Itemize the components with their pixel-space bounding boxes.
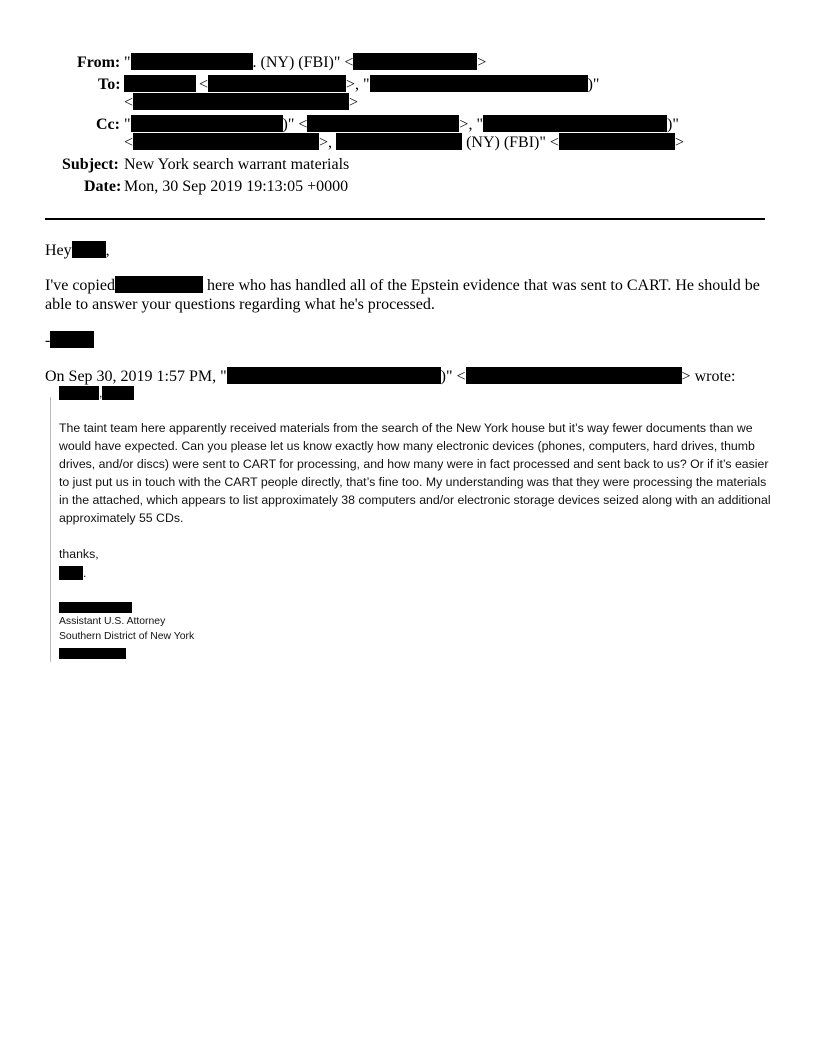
redaction-bar (208, 75, 346, 92)
redaction-bar (370, 75, 588, 92)
redaction-bar (559, 133, 675, 150)
signoff: - (45, 331, 770, 350)
redaction-bar (59, 602, 132, 613)
cc-value-2: < >, (NY) (FBI)" < > (124, 134, 684, 151)
redaction-bar (483, 115, 667, 132)
signature-office: Southern District of New York (59, 631, 195, 642)
quote-bar (50, 397, 51, 662)
to-value-2: < > (124, 94, 359, 111)
redaction-bar (307, 115, 459, 132)
redaction-bar (133, 133, 319, 150)
subject-value: New York search warrant materials (124, 156, 350, 173)
redaction-bar (336, 133, 462, 150)
paragraph-1: I've copied here who has handled all of the Epstein evidence that was sent to CART. He should be able to answer your questions regarding what he's processed. (45, 277, 760, 313)
quoted-thanks: thanks, (59, 547, 99, 561)
redaction-bar (466, 367, 682, 384)
redaction-bar (227, 367, 441, 384)
redaction-bar (102, 386, 134, 400)
cc-label: Cc: (96, 116, 120, 133)
to-value: < >, " )" (124, 75, 599, 95)
redaction-bar (59, 648, 126, 659)
redaction-bar (50, 331, 94, 348)
date-label: Date: (84, 178, 122, 195)
redaction-bar (131, 115, 283, 132)
redaction-bar (353, 53, 477, 70)
quoted-recipients: , (59, 384, 774, 402)
redaction-bar (72, 241, 106, 258)
redaction-bar (115, 276, 203, 293)
header-divider (45, 218, 765, 220)
from-label: From: (77, 54, 121, 71)
signature-name (59, 600, 132, 615)
signature-title: Assistant U.S. Attorney (59, 616, 166, 627)
date-value: Mon, 30 Sep 2019 19:13:05 +0000 (124, 178, 349, 195)
quoted-name: . (59, 564, 774, 582)
subject-label: Subject: (62, 156, 119, 173)
quoted-body: The taint team here apparently received materials from the search of the New York house but it’s way fewer documents than we would have expected. Can you please let us know exactly how many electronic devices (phones, computers, hard drives, thumb drives, and/or discs) were sent to CART for processing, and how many were in fact processed and sent back to us? Or if it’s easier to just put us in touch with the CART people directly, that’s fine too. My understanding was that they were processing the materials in the attached, which appears to list approximately 38 computers and/or electronic storage devices seized along with an additional approximately 55 CDs. (59, 421, 771, 525)
redaction-bar (124, 75, 196, 92)
greeting: Hey , (45, 242, 110, 259)
redaction-bar (59, 386, 99, 400)
redaction-bar (131, 53, 253, 70)
cc-value: " )" < >, " )" (124, 116, 679, 133)
from-value: " . (NY) (FBI)" < > (124, 54, 487, 71)
redaction-bar (59, 566, 83, 580)
to-label: To: (98, 76, 121, 93)
reply-intro: On Sep 30, 2019 1:57 PM, " )" < > wrote: (45, 368, 736, 385)
signature-contact (59, 646, 126, 661)
redaction-bar (133, 93, 349, 110)
